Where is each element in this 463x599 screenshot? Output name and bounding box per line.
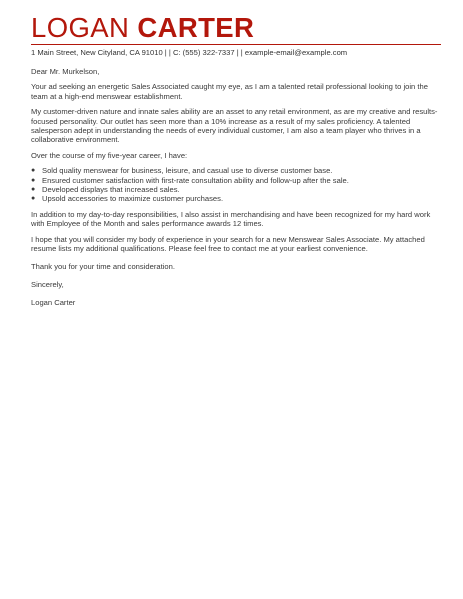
closing: Sincerely, <box>31 279 64 289</box>
header-divider <box>31 44 441 45</box>
letter-body <box>31 67 441 308</box>
list-item <box>31 176 441 185</box>
bullet-icon: ● <box>31 195 36 203</box>
bullet-icon: ● <box>31 176 36 184</box>
applicant-name <box>31 13 441 43</box>
list-item-text: Upsold accessories to maximize customer purchases. <box>42 194 224 204</box>
paragraph-strengths: My customer-driven nature and innate sales ability are an asset to any retail environment, as are my creative and results-focused personality. Our outlet has seen more than a 10% increase as a result of my sales proficiency. A talented salesperson adept in understanding the needs of every individual customer, I am also a team player who thrives in a collaborative environment. <box>31 107 438 145</box>
list-item-text: Sold quality menswear for business, leisure, and casual use to diverse customer base. <box>42 166 333 176</box>
list-item <box>31 185 441 194</box>
bullet-icon: ● <box>31 167 36 175</box>
paragraph-intro: Your ad seeking an energetic Sales Associated caught my eye, as I am a talented retail professional looking to join the team at a high-end menswear establishment. <box>31 82 428 101</box>
cover-letter <box>31 13 441 308</box>
list-item-text: Ensured customer satisfaction with first-rate consultation ability and follow-up after the sale. <box>42 175 349 185</box>
list-item <box>31 166 441 175</box>
salutation: Dear Mr. Murkelson, <box>31 67 100 76</box>
paragraph-thanks: Thank you for your time and consideration. <box>31 261 175 271</box>
list-item <box>31 194 441 203</box>
first-name: LOGAN <box>31 12 130 43</box>
last-name: CARTER <box>137 12 255 43</box>
bullet-icon: ● <box>31 186 36 194</box>
achievements-list <box>31 166 441 204</box>
paragraph-request: I hope that you will consider my body of experience in your search for a new Menswear Sales Associate. My attached resume lists my additional qualifications. Please feel free to contact me at your earliest convenience. <box>31 234 425 254</box>
paragraph-career-lead: Over the course of my five-year career, I have: <box>31 150 188 160</box>
list-item-text: Developed displays that increased sales. <box>42 185 180 195</box>
signature: Logan Carter <box>31 298 76 308</box>
paragraph-responsibilities: In addition to my day-to-day responsibilities, I also assist in merchandising and have been recognized for my hard work with Employee of the Month and sales performance awards 12 times. <box>31 209 431 229</box>
contact-line: 1 Main Street, New Cityland, CA 91010 | | C: (555) 322-7337 | | example-email@example.com <box>31 48 348 57</box>
